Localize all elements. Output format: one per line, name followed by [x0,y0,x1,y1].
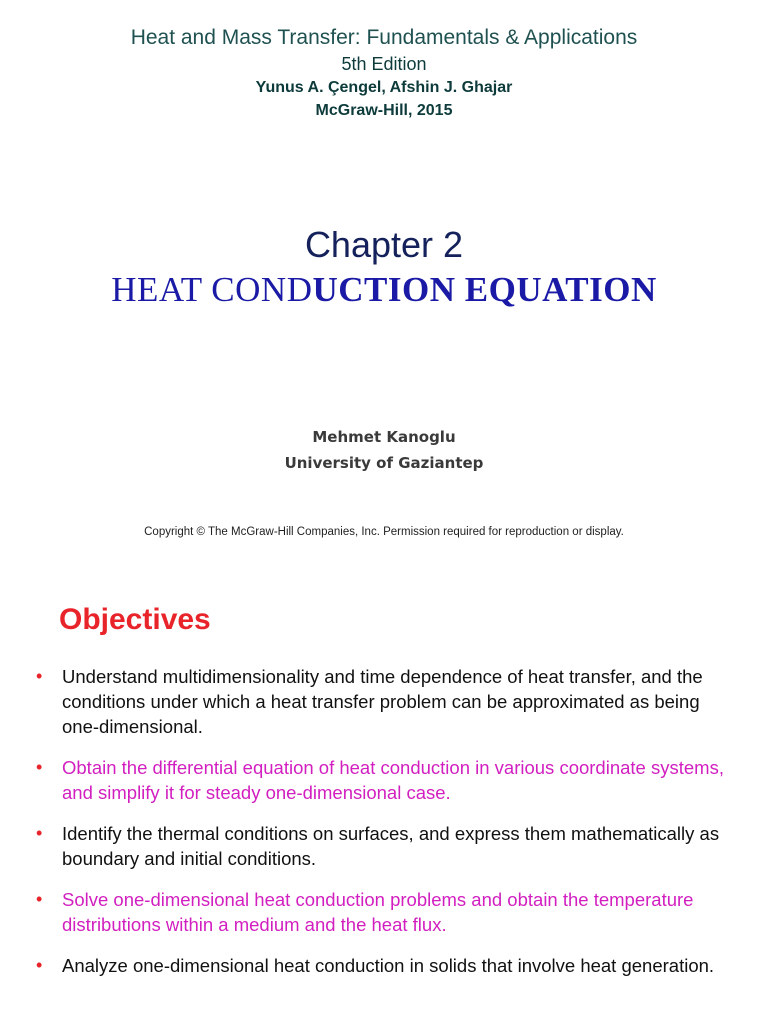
presenter-affiliation: University of Gaziantep [284,454,484,472]
objectives-heading: Objectives [59,603,211,636]
bullet-icon: • [36,666,43,686]
book-authors: Yunus A. Çengel, Afshin J. Ghajar [255,79,513,96]
objectives-list [36,664,736,994]
bullet-icon: • [36,889,43,909]
objective-item [36,664,736,739]
objective-text: Identify the thermal conditions on surfaces, and express them mathematically as boundary and initial conditions. [62,823,720,869]
objective-text: Obtain the differential equation of heat conduction in various coordinate systems, and simplify it for steady one-dimensional case. [62,757,724,803]
objective-text: Analyze one-dimensional heat conduction in solids that involve heat generation. [62,955,715,976]
objective-item [36,953,736,978]
chapter-number: Chapter 2 [304,224,464,265]
chapter-title-bold: UCTION EQUATION [312,270,657,309]
bullet-icon: • [36,757,43,777]
book-edition: 5th Edition [341,54,427,74]
bullet-icon: • [36,823,43,843]
book-title: Heat and Mass Transfer: Fundamentals & Applications [130,26,638,49]
objective-item [36,755,736,805]
objective-item [36,821,736,871]
chapter-title [0,270,768,310]
presenter-block [0,424,768,476]
copyright-notice: Copyright © The McGraw-Hill Companies, Inc. Permission required for reproduction or display. [144,526,624,538]
objective-item [36,887,736,937]
presenter-name: Mehmet Kanoglu [312,428,456,446]
bullet-icon: • [36,955,43,975]
objective-text: Solve one-dimensional heat conduction problems and obtain the temperature distributions within a medium and the heat flux. [62,889,694,935]
book-publisher: McGraw-Hill, 2015 [315,102,453,119]
objective-text: Understand multidimensionality and time dependence of heat transfer, and the conditions under which a heat transfer problem can be approximated as being one-dimensional. [62,666,703,737]
chapter-title-regular: HEAT COND [111,270,313,309]
